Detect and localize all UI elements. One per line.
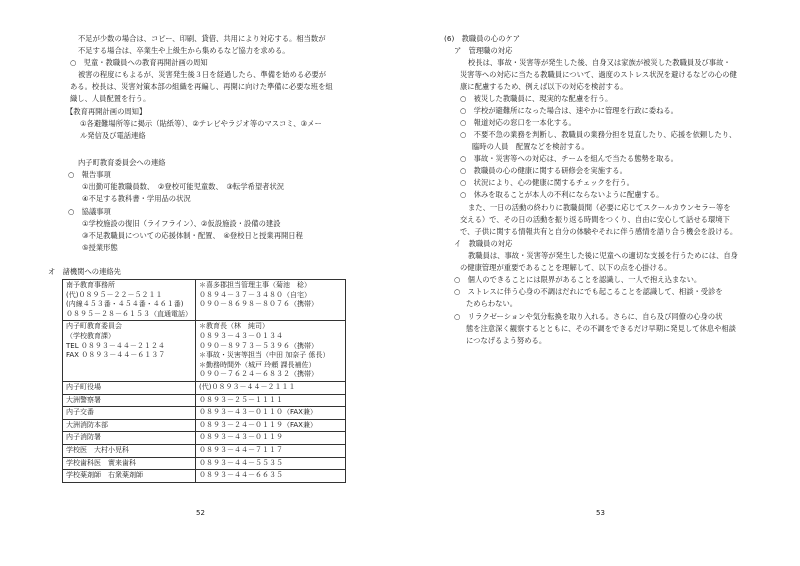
org-cell: 学校歯科医 實来歯科: [63, 457, 196, 470]
cell-line: ０９０－８６９８－８０７６（携帯）: [199, 300, 318, 309]
text-line: 不足する場合は、卒業生や上級生から集めるなど協力を求める。: [78, 46, 290, 55]
table-row: [63, 394, 346, 407]
text-line: 被害の程度にもよるが、災害発生後３日を経過したら、準備を始める必要が: [78, 70, 327, 79]
text-line: ①出勤可能教職員数、 ②登校可能児童数、 ③転学希望者状況: [82, 182, 285, 191]
list-item: ○ 状況により、心の健康に関するチェックを行う。: [460, 178, 634, 187]
cell-line: ０８９５－２８－６１５３（直通電話）: [66, 309, 192, 318]
page-number: 52: [196, 509, 205, 517]
table-row: [63, 280, 346, 321]
table-row: [63, 444, 346, 457]
info-cell: ０８９３－２４－０１１９（FAX兼）: [196, 419, 346, 432]
text-line: 災害等への対応に当たる教職員について、過度のストレス状況を避けるなどの心の健: [460, 70, 737, 79]
text-line: ①各避難場所等に掲示（貼紙等）、②テレビやラジオ等のマスコミ、③メー: [80, 119, 322, 128]
table-row: [63, 432, 346, 445]
text-line: 校長は、事故・災害等が発生した後、自身又は家族が被災した教職員及び事故・: [468, 58, 731, 67]
info-cell: [196, 321, 346, 382]
right-page: [400, 0, 800, 566]
org-cell: 内子交番: [63, 407, 196, 420]
org-cell: 学校医 大村小児科: [63, 444, 196, 457]
text-line: ④不足する教科書・学用品の状況: [82, 194, 191, 203]
cell-line: 内子町教育委員会: [66, 322, 122, 331]
cell-line: FAX ０８９３－４４－６１３７: [66, 351, 166, 360]
list-item: ○ 休みを取ることが本人の不利にならないように配慮する。: [460, 190, 664, 199]
text-line: 教職員は、事故・災害等が発生した後に児童への適切な支援を行うためには、自身: [468, 251, 738, 260]
text-line: 康に配慮するため、例えば以下の対応を検討する。: [460, 82, 628, 91]
org-cell: 内子消防署: [63, 432, 196, 445]
section-heading: ○ 協議事項: [68, 207, 111, 216]
text-line: 態を注意深く観察するとともに、その不調をできるだけ早期に発見して休息や相談: [466, 324, 736, 333]
cell-line: ０９０－８９７３－５３９６（携帯）: [199, 341, 318, 350]
list-item: ○ 教職員の心の健康に関する研修会を実施する。: [460, 166, 627, 175]
section-heading: (6) 教職員の心のケア: [444, 34, 521, 43]
table-row: [63, 407, 346, 420]
info-cell: ０８９３－４３－０１１９: [196, 432, 346, 445]
org-cell: [63, 321, 196, 382]
table-row: [63, 381, 346, 394]
org-cell: 大洲警察署: [63, 394, 196, 407]
cell-line: ＊事故・災害等担当（中田 加奈子 係長）: [199, 351, 330, 360]
table-row: [63, 321, 346, 382]
org-cell: [63, 280, 196, 321]
text-line: 交える）で、その日の活動を振り返る時間をつくり、自由に安心して話せる環境下: [460, 215, 730, 224]
cell-line: (内線４５３番・４５４番・４６１番): [66, 300, 184, 309]
text-line: ①学校施設の復旧（ライフライン）、②仮設施設・設備の建設: [82, 219, 281, 228]
list-item: ○ 被災した教職員に、現実的な配慮を行う。: [460, 94, 613, 103]
cell-line: ＊喜多郡担当管理主事（菊池 稔）: [199, 281, 311, 289]
section-heading: オ 諸機関への連絡先: [48, 267, 121, 276]
text-line: で、子供に関する情報共有と自分の体験やそれに伴う感情を語り合う機会を設ける。: [460, 227, 738, 236]
text-line: ある。校長は、災害対策本部の組織を再編し、再開に向けた準備に必要な班を組: [70, 82, 333, 91]
contacts-table: [62, 279, 346, 483]
text-line: ためらわない。: [466, 299, 518, 308]
info-cell: ０８９３－４４－７１１７: [196, 444, 346, 457]
list-item: ○ リラクゼーションや気分転換を取り入れる。さらに、自ら及び同僚の心身の状: [454, 312, 723, 321]
list-item: ○ 事故・災害等への対応は、チームを組んで当たる態勢を取る。: [460, 154, 678, 163]
sub-heading: イ 教職員の対応: [454, 239, 513, 248]
section-heading: ○ 児童・教職員への教育再開計画の周知: [70, 58, 208, 67]
org-cell: 内子町役場: [63, 381, 196, 394]
info-cell: ０８９３－４４－５５３５: [196, 457, 346, 470]
text-line: の健康管理が重要であることを理解して、以下の点を心掛ける。: [460, 263, 672, 272]
text-line: また、一日の活動の終わりに教職員間（必要に応じてスクールカウンセラー等を: [468, 203, 731, 212]
text-line: ⑤授業形態: [82, 243, 118, 252]
info-cell: ０８９３－４３－０１１０（FAX兼）: [196, 407, 346, 420]
table-row: [63, 470, 346, 483]
cell-line: （学校教育課）: [66, 331, 115, 340]
list-item: ○ 報道対応の窓口を一本化する。: [460, 118, 576, 127]
bracket-heading: 【教育再開計画の周知】: [66, 107, 147, 116]
cell-line: (代)０８９５－２２－５２１１: [66, 290, 163, 299]
info-cell: (代)０８９３－４４－２１１１: [196, 381, 346, 394]
cell-line: ０９０－７６２４－６８３２（携帯）: [199, 370, 318, 379]
list-item: ○ 不要不急の業務を判断し、教職員の業務分担を見直したり、応援を依頼したり、: [460, 130, 737, 139]
org-cell: 学校薬剤師 右衆薬剤師: [63, 470, 196, 483]
text-line: 織し、人員配置を行う。: [70, 94, 151, 103]
table-row: [63, 457, 346, 470]
text-line: ③不足教職員についての応援体制・配置、 ④登校日と授業再開日程: [82, 231, 303, 240]
info-cell: [196, 280, 346, 321]
section-heading: ○ 報告事項: [68, 170, 111, 179]
cell-line: TEL ０８９３－４４－２１２４: [66, 341, 165, 350]
cell-line: ０８９４－３７－３４８０（自宅）: [199, 290, 311, 299]
info-cell: ０８９３－４４－６６３５: [196, 470, 346, 483]
list-item: ○ ストレスに伴う心身の不調はだれにでも起こることを認識して、相談・受診を: [454, 287, 723, 296]
cell-line: ＊勤務時間外（城戸 玲頼 課長補佐）: [199, 360, 316, 369]
cell-line: ０８９３－４３－０１３４: [199, 331, 283, 340]
table-row: [63, 419, 346, 432]
list-item: ○ 学校が避難所になった場合は、速やかに管理を行政に委ねる。: [460, 106, 678, 115]
list-item: ○ 個人のできることには限界があることを認識し、一人で抱え込まない。: [454, 275, 702, 284]
sub-heading: 内子町教育委員会への連絡: [78, 158, 166, 167]
text-line: 不足が少数の場合は、コピー、印刷、貸借、共用により対応する。相当数が: [78, 34, 326, 43]
cell-line: 南予教育事務所: [66, 281, 115, 289]
info-cell: ０８９３－２５－１１１１: [196, 394, 346, 407]
sub-heading: ア 管理職の対応: [454, 46, 513, 55]
cell-line: ＊教育長（林 純司）: [199, 322, 269, 331]
page-number: 53: [596, 509, 605, 517]
text-line: につなげるよう努める。: [466, 336, 547, 345]
text-line: 臨時の人員 配置などを検討する。: [472, 142, 589, 151]
text-line: ル発信及び電話連絡: [80, 131, 146, 140]
org-cell: 大洲消防本部: [63, 419, 196, 432]
